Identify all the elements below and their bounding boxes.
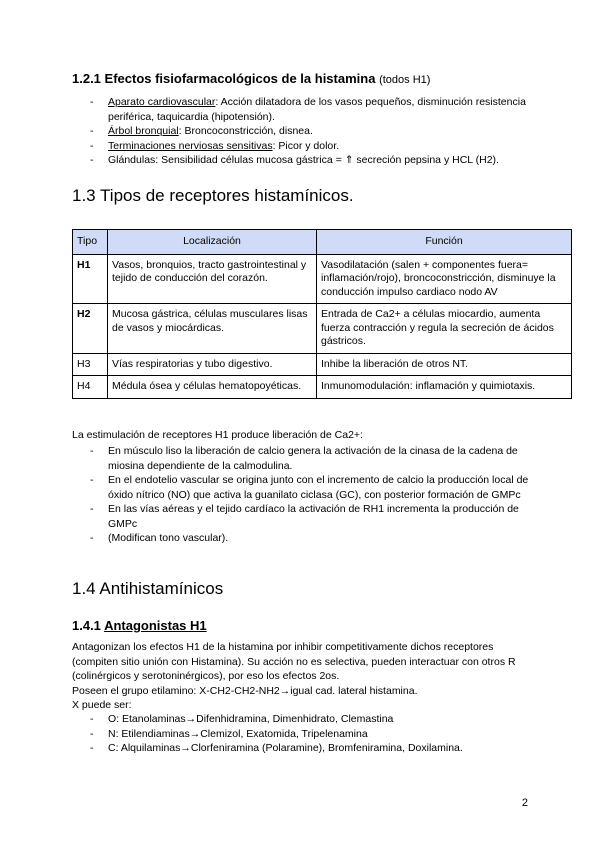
section-121-title: 1.2.1 Efectos fisiofarmacológicos de la histamina <box>72 71 376 86</box>
cell-localizacion: Mucosa gástrica, células musculares lisas de vasos y miocárdicas. <box>108 304 317 354</box>
effects-list <box>90 95 530 168</box>
list-item <box>90 124 530 139</box>
cell-funcion: Entrada de Ca2+ a células miocardio, aumenta fuerza contracción y regula la secreción de ácidos gástricos. <box>317 304 572 354</box>
estimulacion-paragraph: La estimulación de receptores H1 produce liberación de Ca2+: <box>72 428 363 441</box>
item-text: : Acción dilatadora de los vasos pequeños, disminución resistencia periférica, taquicardia (hipotensión). <box>108 96 526 123</box>
antagonistas-text <box>72 640 542 713</box>
list-item: - En el endotelio vascular se origina junto con el incremento de calcio la producción local de óxido nítrico (NO) que activa la guanilato ciclasa (GC), con posterior formación de GMPc <box>90 473 540 502</box>
page-number: 2 <box>521 797 528 809</box>
section-121-note: (todos H1) <box>379 74 431 86</box>
table-row <box>73 304 572 354</box>
item-text: : Broncoconstricción, disnea. <box>178 125 313 137</box>
header-localizacion: Localización <box>108 230 317 255</box>
item-text: : Picor y dolor. <box>272 139 340 152</box>
cell-funcion: Inmunomodulación: inflamación y quimiotaxis. <box>317 376 572 399</box>
calcium-effects-list <box>90 444 540 546</box>
section-14-title: 1.4 Antihistamínicos <box>72 579 224 598</box>
cell-tipo: H4 <box>73 376 108 399</box>
section-13-title: 1.3 Tipos de receptores histamínicos. <box>72 186 354 205</box>
cell-localizacion: Médula ósea y células hematopoyéticas. <box>108 376 317 399</box>
section-141-title: Antagonistas H1 <box>104 618 207 633</box>
cell-funcion: Vasodilatación (salen + componentes fuera= inflamación/rojo), broncoconstricción, disminuye la conducción impulso cardiaco nodo AV <box>317 254 572 304</box>
cell-localizacion: Vías respiratorias y tubo digestivo. <box>108 353 317 376</box>
table-row <box>73 376 572 399</box>
table-row <box>73 353 572 376</box>
header-funcion: Función <box>317 230 572 255</box>
list-item <box>90 139 530 154</box>
cell-funcion: Inhibe la liberación de otros NT. <box>317 353 572 376</box>
list-item: - (Modifican tono vascular). <box>90 531 540 546</box>
table-header-row <box>73 230 572 255</box>
list-item: - C: Alquilaminas→Clorfeniramina (Polaramine), Bromfeniramina, Doxilamina. <box>90 741 540 756</box>
item-text: Glándulas: Sensibilidad células mucosa gástrica = ⇑ secreción pepsina y HCL (H2). <box>108 154 499 166</box>
section-141-number: 1.4.1 <box>72 618 101 633</box>
list-item: - En músculo liso la liberación de calcio genera la activación de la cinasa de la cadena de miosina dependiente de la calmodulina. <box>90 444 540 473</box>
section-121-heading <box>72 71 430 86</box>
list-item <box>90 153 530 168</box>
section-141-heading <box>72 618 207 633</box>
item-label: Aparato cardiovascular <box>108 96 216 108</box>
receptors-table <box>72 229 572 399</box>
x-puede-ser-line: X puede ser: <box>72 699 132 711</box>
table-row <box>73 254 572 304</box>
cell-tipo: H3 <box>73 353 108 376</box>
item-label: Terminaciones nerviosas sensitivas <box>108 139 273 152</box>
antagonistas-paragraph: Antagonizan los efectos H1 de la histamina por inhibir competitivamente dichos receptores (compiten sitio unión con Histamina). Su acción no es selectiva, pueden interactuar con otros R (colinérgicos y serotoninérgicos), por eso los efectos 2os. <box>72 641 516 682</box>
etilamino-line: Poseen el grupo etilamino: X-CH2-CH2-NH2→igual cad. lateral histamina. <box>72 684 418 697</box>
cell-localizacion: Vasos, bronquios, tracto gastrointestinal y tejido de conducción del corazón. <box>108 254 317 304</box>
list-item: - O: Etanolaminas→Difenhidramina, Dimenhidrato, Clemastina <box>90 712 540 727</box>
cell-tipo: H2 <box>73 304 108 354</box>
list-item: - En las vías aéreas y el tejido cardíaco la activación de RH1 incrementa la producción de GMPc <box>90 502 540 531</box>
item-label: Árbol bronquial <box>108 125 179 137</box>
cell-tipo: H1 <box>73 254 108 304</box>
header-tipo: Tipo <box>73 230 108 255</box>
antagonist-groups-list <box>90 712 540 756</box>
list-item: - N: Etilendiaminas→Clemizol, Exatomida, Tripelenamina <box>90 727 540 742</box>
list-item <box>90 95 530 124</box>
